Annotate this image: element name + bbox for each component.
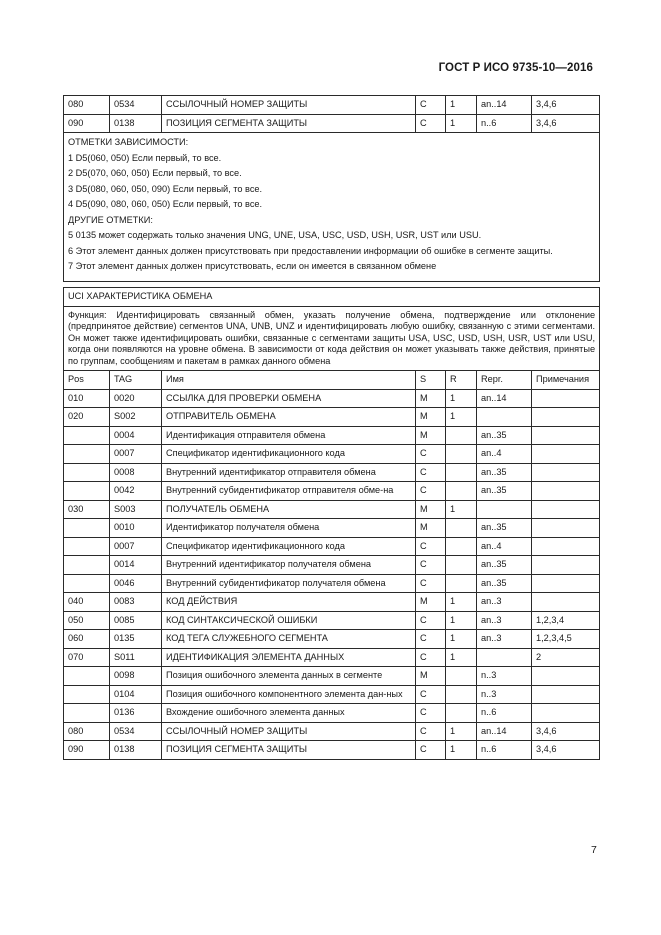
- cell-pos: 030: [64, 500, 110, 519]
- col-header-name: Имя: [162, 371, 416, 390]
- cell-pos: 010: [64, 389, 110, 408]
- cell-s: C: [416, 574, 446, 593]
- cell-s: C: [416, 648, 446, 667]
- cell-tag: 0007: [110, 445, 162, 464]
- cell-repr: n..3: [477, 667, 532, 686]
- cell-notes: [532, 593, 600, 612]
- cell-notes: [532, 704, 600, 723]
- cell-r: 1: [446, 114, 477, 133]
- cell-tag: 0135: [110, 630, 162, 649]
- col-header-tag: TAG: [110, 371, 162, 390]
- cell-name: Внутренний субидентификатор отправителя обме-на: [162, 482, 416, 501]
- table-row: [64, 722, 600, 741]
- cell-name: Спецификатор идентификационного кода: [162, 445, 416, 464]
- cell-repr: an..14: [477, 722, 532, 741]
- cell-tag: 0014: [110, 556, 162, 575]
- cell-notes: [532, 389, 600, 408]
- table-row: [64, 704, 600, 723]
- cell-pos: 060: [64, 630, 110, 649]
- table-row: [64, 685, 600, 704]
- note-line: 5 0135 может содержать только значения UNG, UNE, USA, USC, USD, USH, USR, UST или USU.: [68, 230, 482, 240]
- cell-r: 1: [446, 500, 477, 519]
- cell-repr: an..4: [477, 445, 532, 464]
- cell-r: 1: [446, 648, 477, 667]
- cell-pos: [64, 556, 110, 575]
- cell-r: 1: [446, 741, 477, 760]
- col-header-pos: Pos: [64, 371, 110, 390]
- cell-s: C: [416, 114, 446, 133]
- cell-notes: 3,4,6: [532, 722, 600, 741]
- cell-name: ССЫЛКА ДЛЯ ПРОВЕРКИ ОБМЕНА: [162, 389, 416, 408]
- cell-s: M: [416, 408, 446, 427]
- cell-pos: [64, 667, 110, 686]
- cell-name: Внутренний субидентификатор получателя обмена: [162, 574, 416, 593]
- cell-tag: 0104: [110, 685, 162, 704]
- cell-s: C: [416, 630, 446, 649]
- segment-table: [63, 287, 600, 760]
- cell-name: ПОЛУЧАТЕЛЬ ОБМЕНА: [162, 500, 416, 519]
- cell-repr: an..35: [477, 463, 532, 482]
- cell-name: Идентификация отправителя обмена: [162, 426, 416, 445]
- cell-repr: an..35: [477, 482, 532, 501]
- cell-notes: 2: [532, 648, 600, 667]
- cell-tag: 0010: [110, 519, 162, 538]
- cell-name: КОД ТЕГА СЛУЖЕБНОГО СЕГМЕНТА: [162, 630, 416, 649]
- cell-notes: [532, 482, 600, 501]
- cell-pos: 050: [64, 611, 110, 630]
- cell-r: [446, 463, 477, 482]
- cell-notes: [532, 556, 600, 575]
- column-header-row: [64, 371, 600, 390]
- table-row: [64, 593, 600, 612]
- cell-repr: an..3: [477, 611, 532, 630]
- cell-notes: [532, 537, 600, 556]
- cell-name: ССЫЛОЧНЫЙ НОМЕР ЗАЩИТЫ: [162, 722, 416, 741]
- cell-s: C: [416, 96, 446, 115]
- cell-s: M: [416, 500, 446, 519]
- cell-r: 1: [446, 389, 477, 408]
- cell-pos: [64, 574, 110, 593]
- table-row: [64, 96, 600, 115]
- cell-repr: [477, 500, 532, 519]
- cell-s: C: [416, 482, 446, 501]
- table-row: [64, 445, 600, 464]
- cell-repr: [477, 648, 532, 667]
- cell-pos: [64, 426, 110, 445]
- cell-repr: an..35: [477, 519, 532, 538]
- cell-r: 1: [446, 593, 477, 612]
- cell-tag: 0138: [110, 741, 162, 760]
- cell-s: C: [416, 611, 446, 630]
- cell-r: [446, 556, 477, 575]
- note-line: ОТМЕТКИ ЗАВИСИМОСТИ:: [68, 137, 189, 147]
- cell-r: [446, 704, 477, 723]
- cell-name: КОД СИНТАКСИЧЕСКОЙ ОШИБКИ: [162, 611, 416, 630]
- table-row: [64, 389, 600, 408]
- cell-tag: 0083: [110, 593, 162, 612]
- cell-name: ССЫЛОЧНЫЙ НОМЕР ЗАЩИТЫ: [162, 96, 416, 115]
- cell-pos: [64, 704, 110, 723]
- cell-tag: 0007: [110, 537, 162, 556]
- cell-repr: an..14: [477, 389, 532, 408]
- cell-name: КОД ДЕЙСТВИЯ: [162, 593, 416, 612]
- table-row: [64, 648, 600, 667]
- cell-r: 1: [446, 96, 477, 115]
- cell-name: Идентификатор получателя обмена: [162, 519, 416, 538]
- cell-pos: [64, 537, 110, 556]
- cell-repr: n..6: [477, 704, 532, 723]
- cell-r: [446, 519, 477, 538]
- cell-notes: 1,2,3,4: [532, 611, 600, 630]
- cell-notes: 1,2,3,4,5: [532, 630, 600, 649]
- cell-pos: [64, 519, 110, 538]
- cell-notes: [532, 667, 600, 686]
- cell-repr: an..35: [477, 574, 532, 593]
- cell-repr: an..14: [477, 96, 532, 115]
- table-row: [64, 537, 600, 556]
- cell-r: 1: [446, 630, 477, 649]
- col-header-r: R: [446, 371, 477, 390]
- cell-r: 1: [446, 611, 477, 630]
- table-row: [64, 408, 600, 427]
- cell-repr: an..4: [477, 537, 532, 556]
- cell-notes: [532, 445, 600, 464]
- cell-tag: S002: [110, 408, 162, 427]
- note-line: 1 D5(060, 050) Если первый, то все.: [68, 152, 222, 163]
- note-line: 6 Этот элемент данных должен присутствовать при предоставлении информации об ошибке в сегменте защиты.: [68, 245, 553, 256]
- cell-name: ИДЕНТИФИКАЦИЯ ЭЛЕМЕНТА ДАННЫХ: [162, 648, 416, 667]
- cell-pos: [64, 482, 110, 501]
- cell-s: C: [416, 685, 446, 704]
- cell-s: M: [416, 593, 446, 612]
- cell-name: ОТПРАВИТЕЛЬ ОБМЕНА: [162, 408, 416, 427]
- cell-pos: 080: [64, 722, 110, 741]
- table-row: [64, 556, 600, 575]
- cell-notes: [532, 500, 600, 519]
- page-number: 7: [591, 844, 597, 856]
- cell-notes: [532, 685, 600, 704]
- cell-notes: [532, 408, 600, 427]
- cell-r: [446, 685, 477, 704]
- cell-tag: S003: [110, 500, 162, 519]
- cell-name: Вхождение ошибочного элемента данных: [162, 704, 416, 723]
- cell-pos: 080: [64, 96, 110, 115]
- col-header-s: S: [416, 371, 446, 390]
- cell-name: ПОЗИЦИЯ СЕГМЕНТА ЗАЩИТЫ: [162, 114, 416, 133]
- col-header-repr: Repr.: [477, 371, 532, 390]
- cell-repr: n..6: [477, 741, 532, 760]
- cell-tag: S011: [110, 648, 162, 667]
- segment-title: UCI ХАРАКТЕРИСТИКА ОБМЕНА: [64, 288, 600, 307]
- table-row: [64, 463, 600, 482]
- cell-r: [446, 574, 477, 593]
- table-row: [64, 574, 600, 593]
- cell-notes: 3,4,6: [532, 114, 600, 133]
- cell-pos: 090: [64, 741, 110, 760]
- note-line: ДРУГИЕ ОТМЕТКИ:: [68, 214, 153, 225]
- cell-pos: 090: [64, 114, 110, 133]
- cell-pos: [64, 685, 110, 704]
- table-row: [64, 630, 600, 649]
- cell-tag: 0004: [110, 426, 162, 445]
- notes-cell: [64, 133, 600, 282]
- table-row: [64, 611, 600, 630]
- table-row: [64, 519, 600, 538]
- cell-notes: 3,4,6: [532, 741, 600, 760]
- cell-s: M: [416, 389, 446, 408]
- cell-s: C: [416, 722, 446, 741]
- cell-tag: 0008: [110, 463, 162, 482]
- cell-pos: 020: [64, 408, 110, 427]
- table-row: [64, 500, 600, 519]
- cell-s: C: [416, 445, 446, 464]
- cell-repr: [477, 408, 532, 427]
- cell-s: M: [416, 426, 446, 445]
- cell-pos: 070: [64, 648, 110, 667]
- cell-tag: 0138: [110, 114, 162, 133]
- cell-repr: n..3: [477, 685, 532, 704]
- continuation-table: [63, 95, 600, 282]
- cell-pos: [64, 445, 110, 464]
- cell-s: C: [416, 556, 446, 575]
- cell-r: 1: [446, 408, 477, 427]
- cell-pos: 040: [64, 593, 110, 612]
- cell-name: Позиция ошибочного элемента данных в сегменте: [162, 667, 416, 686]
- document-code: ГОСТ Р ИСО 9735-10—2016: [438, 62, 593, 74]
- table-row: [64, 667, 600, 686]
- cell-tag: 0534: [110, 722, 162, 741]
- cell-tag: 0046: [110, 574, 162, 593]
- table-row: [64, 741, 600, 760]
- table-row: [64, 482, 600, 501]
- cell-s: C: [416, 463, 446, 482]
- cell-r: [446, 667, 477, 686]
- cell-repr: an..35: [477, 426, 532, 445]
- segment-function: Функция: Идентифицировать связанный обмен, указать получение обмена, подтверждение или отклонение (предпринятое действие) сегментов UNA, UNB, UNZ и идентифицировать любую ошибку, связанную с этими сегментами. Он может также идентифицировать ошибки, связанные с сегментами защиты USA, USC, USD, USH, USR, UST или USU, когда они появляются на уровне обмена. В зависимости от кода действия он может указывать также действия, принятые по группам, сообщениям и пакетам в рамках данного обмена: [64, 306, 600, 371]
- cell-name: ПОЗИЦИЯ СЕГМЕНТА ЗАЩИТЫ: [162, 741, 416, 760]
- cell-notes: [532, 574, 600, 593]
- cell-s: C: [416, 537, 446, 556]
- note-line: 2 D5(070, 060, 050) Если первый, то все.: [68, 168, 242, 178]
- table-row: [64, 426, 600, 445]
- cell-r: [446, 482, 477, 501]
- cell-tag: 0085: [110, 611, 162, 630]
- cell-r: [446, 445, 477, 464]
- cell-repr: an..3: [477, 630, 532, 649]
- cell-r: 1: [446, 722, 477, 741]
- cell-repr: n..6: [477, 114, 532, 133]
- cell-tag: 0042: [110, 482, 162, 501]
- cell-tag: 0534: [110, 96, 162, 115]
- cell-repr: an..3: [477, 593, 532, 612]
- note-line: 7 Этот элемент данных должен присутствовать, если он имеется в связанном обмене: [68, 261, 437, 271]
- col-header-notes: Примечания: [532, 371, 600, 390]
- cell-tag: 0136: [110, 704, 162, 723]
- cell-name: Внутренний идентификатор получателя обмена: [162, 556, 416, 575]
- table-row: [64, 114, 600, 133]
- cell-name: Спецификатор идентификационного кода: [162, 537, 416, 556]
- cell-notes: [532, 463, 600, 482]
- cell-s: C: [416, 741, 446, 760]
- note-line: 3 D5(080, 060, 050, 090) Если первый, то все.: [68, 183, 263, 194]
- cell-s: M: [416, 519, 446, 538]
- note-line: 4 D5(090, 080, 060, 050) Если первый, то все.: [68, 199, 263, 209]
- cell-notes: 3,4,6: [532, 96, 600, 115]
- cell-notes: [532, 519, 600, 538]
- cell-repr: an..35: [477, 556, 532, 575]
- cell-tag: 0098: [110, 667, 162, 686]
- cell-pos: [64, 463, 110, 482]
- cell-s: C: [416, 704, 446, 723]
- cell-r: [446, 426, 477, 445]
- cell-name: Внутренний идентификатор отправителя обмена: [162, 463, 416, 482]
- cell-s: M: [416, 667, 446, 686]
- cell-notes: [532, 426, 600, 445]
- cell-r: [446, 537, 477, 556]
- cell-tag: 0020: [110, 389, 162, 408]
- cell-name: Позиция ошибочного компонентного элемента дан-ных: [162, 685, 416, 704]
